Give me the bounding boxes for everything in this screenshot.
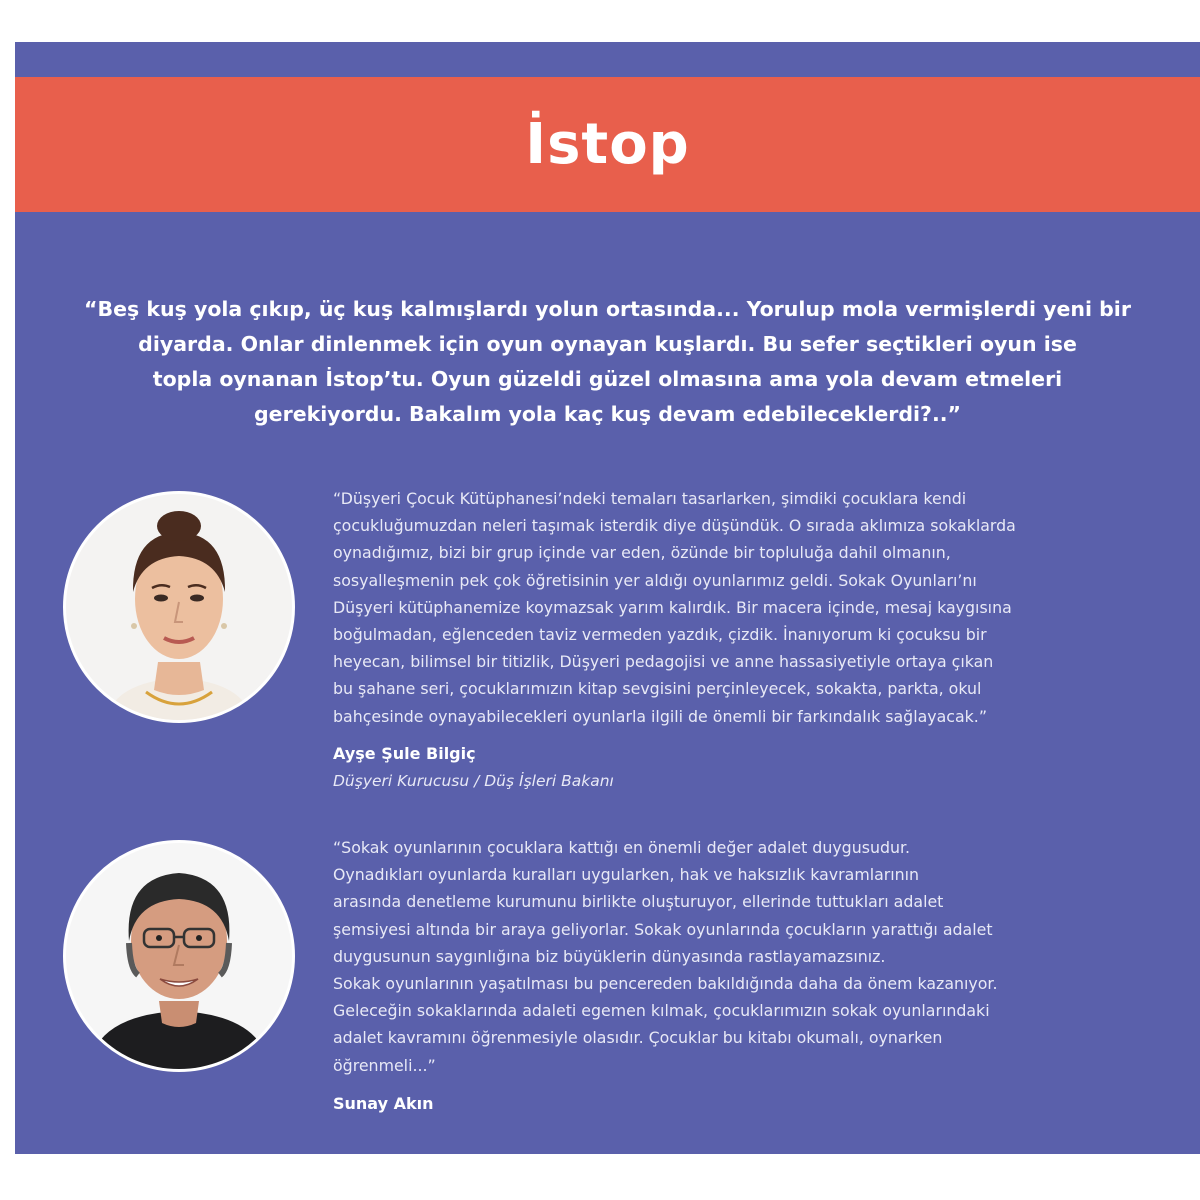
quote-bilgic	[333, 485, 1153, 730]
man-portrait-icon	[63, 840, 295, 1072]
quote-line: Geleceğin sokaklarında adaleti egemen kılmak, çocuklarımızın sokak oyunlarındaki	[333, 1001, 990, 1021]
page-title: İstop	[525, 112, 690, 177]
woman-portrait-icon	[63, 491, 295, 723]
intro-line: “Beş kuş yola çıkıp, üç kuş kalmışlardı yolun ortasında... Yorulup mola vermişlerdi yeni bir	[84, 297, 1131, 321]
quote-line: Oynadıkları oyunlarda kuralları uygularken, hak ve haksızlık kavramlarının	[333, 865, 920, 885]
book-back-cover	[15, 42, 1200, 1154]
quote-line: Düşyeri kütüphanemize koymazsak yarım kalırdık. Bir macera içinde, mesaj kaygısına	[333, 597, 1012, 617]
quote-line: heyecan, bilimsel bir titizlik, Düşyeri pedagojisi ve anne hassasiyetiyle ortaya çıkan	[333, 652, 994, 672]
quote-line: öğrenmeli...”	[333, 1055, 436, 1075]
intro-line: diyarda. Onlar dinlenmek için oyun oynayan kuşlardı. Bu sefer seçtikleri oyun ise	[138, 332, 1077, 356]
author-name: Ayşe Şule Bilgiç	[333, 744, 476, 763]
quote-line: bahçesinde oynayabilecekleri oyunlarla ilgili de önemli bir farkındalık sağlayacak.”	[333, 706, 988, 726]
quote-line: boğulmadan, eğlenceden taviz vermeden yazdık, çizdik. İnanıyorum ki çocuksu bir	[333, 625, 987, 645]
quote-akin	[333, 834, 1153, 1079]
quote-line: şemsiyesi altında bir araya geliyorlar. Sokak oyunlarında çocukların yarattığı adalet	[333, 919, 993, 939]
quote-line: adalet kavramını öğrenmesiyle olasıdır. Çocuklar bu kitabı okumalı, oynarken	[333, 1028, 943, 1048]
quote-line: duygusunun saygınlığına biz büyüklerin dünyasında rastlayamazsınız.	[333, 946, 886, 966]
intro-line: topla oynanan İstop’tu. Oyun güzeldi güzel olmasına ama yola devam etmeleri	[152, 367, 1063, 391]
intro-line: gerekiyordu. Bakalım yola kaç kuş devam edebileceklerdi?..”	[254, 402, 961, 426]
intro-paragraph	[60, 292, 1155, 432]
title-banner	[15, 77, 1200, 212]
quote-line: oynadığımız, bizi bir grup içinde var eden, özünde bir topluluğa dahil olmanın,	[333, 543, 951, 563]
quote-line: “Sokak oyunlarının çocuklara kattığı en önemli değer adalet duygusudur.	[333, 838, 911, 857]
quote-line: Sokak oyunlarının yaşatılması bu pencereden bakıldığında daha da önem kazanıyor.	[333, 974, 998, 994]
quote-line: sosyalleşmenin pek çok öğretisinin yer aldığı oyunlarımız geldi. Sokak Oyunları’nı	[333, 570, 977, 590]
quote-line: çocukluğumuzdan neleri taşımak isterdik diye düşündük. O sırada aklımıza sokaklarda	[333, 516, 1016, 536]
author-role: Düşyeri Kurucusu / Düş İşleri Bakanı	[333, 772, 614, 790]
quote-line: arasında denetleme kurumunu birlikte oluşturuyor, ellerinde tuttukları adalet	[333, 892, 944, 912]
author-name: Sunay Akın	[333, 1094, 434, 1113]
quote-line: bu şahane seri, çocuklarımızın kitap sevgisini perçinleyecek, sokakta, parkta, okul	[333, 679, 982, 699]
quote-line: “Düşyeri Çocuk Kütüphanesi’ndeki temaları tasarlarken, şimdiki çocuklara kendi	[333, 489, 967, 508]
